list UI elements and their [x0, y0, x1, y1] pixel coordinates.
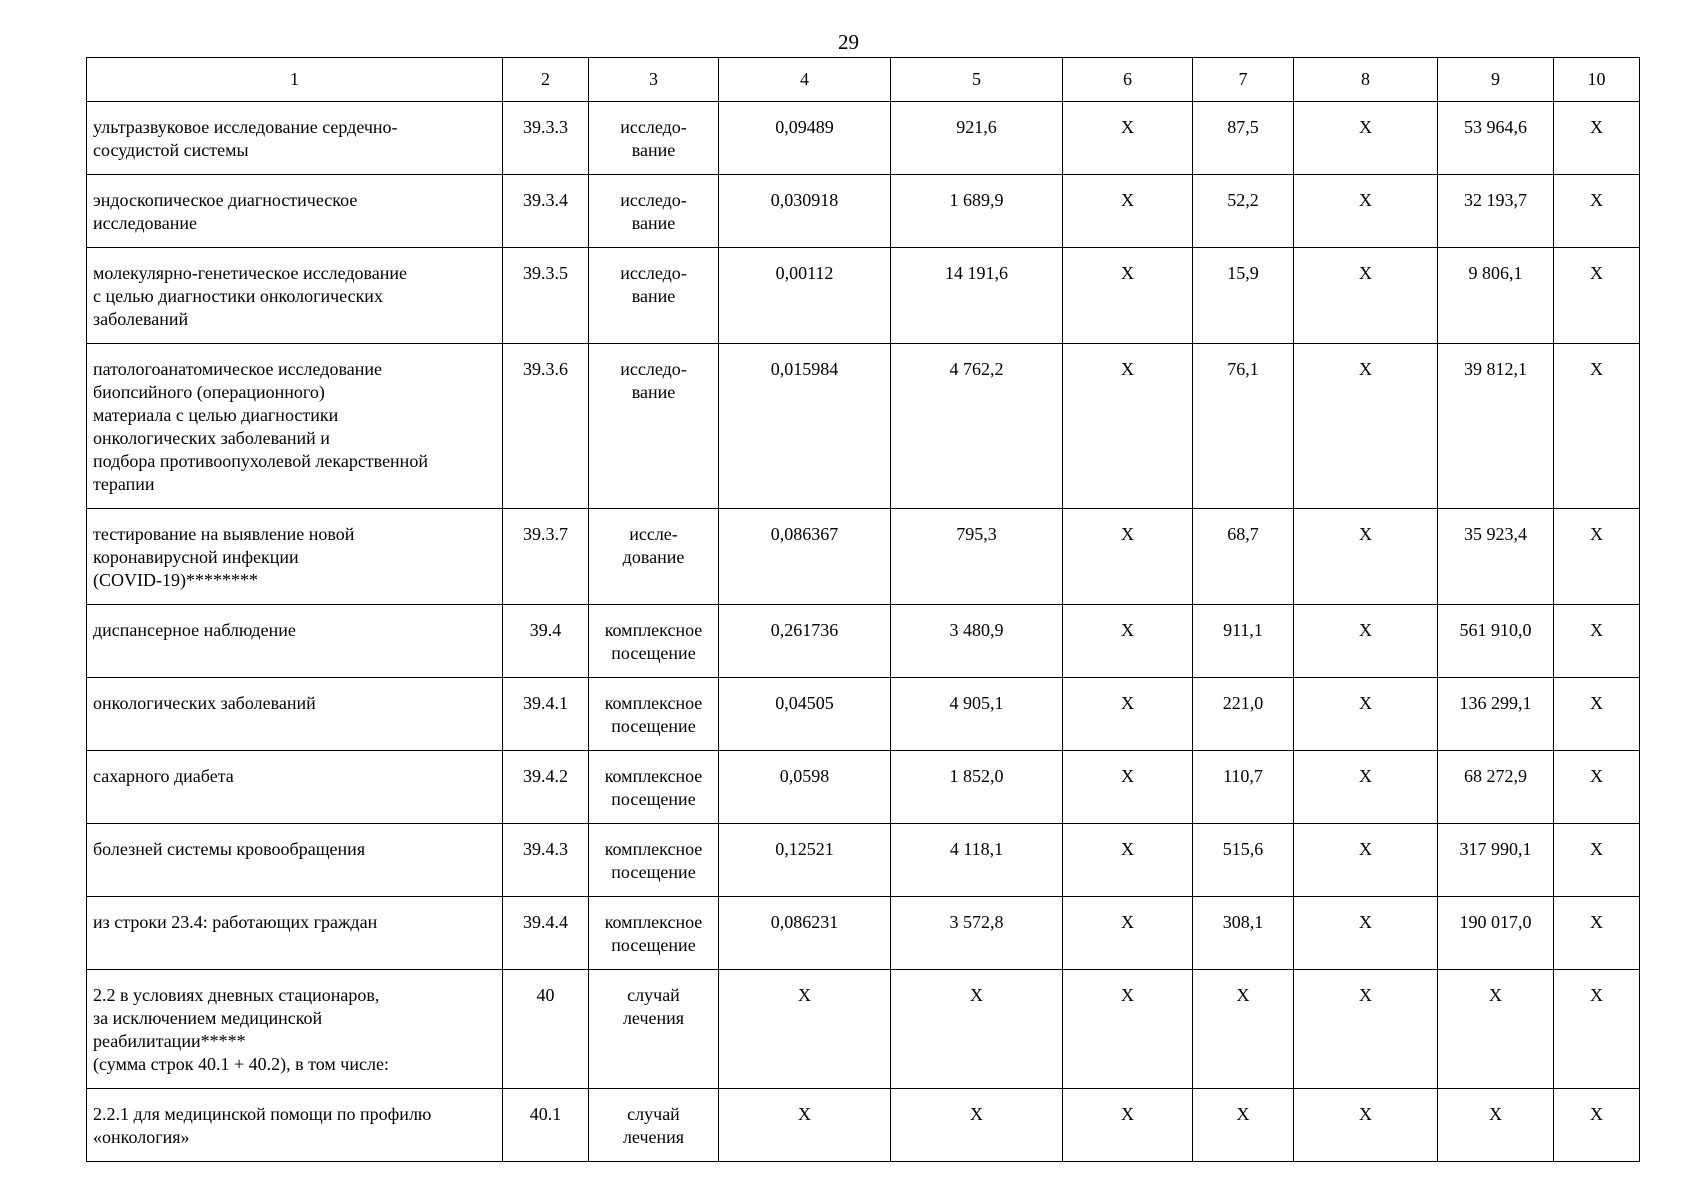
- cell-col9: 32 193,7: [1438, 175, 1554, 248]
- table-row: [87, 751, 1640, 824]
- row-code: 39.4: [503, 605, 589, 678]
- cell-col6: Х: [1063, 678, 1193, 751]
- cell-col8: Х: [1294, 102, 1438, 175]
- cell-col5: 1 852,0: [891, 751, 1063, 824]
- table-row: [87, 824, 1640, 897]
- cell-col4: 0,261736: [719, 605, 891, 678]
- cell-col7: 76,1: [1193, 344, 1294, 509]
- table-row: [87, 1089, 1640, 1162]
- cell-col10: Х: [1554, 175, 1640, 248]
- cell-col7: 68,7: [1193, 509, 1294, 605]
- cell-col9: Х: [1438, 1089, 1554, 1162]
- cell-col9: 9 806,1: [1438, 248, 1554, 344]
- cell-col9: 561 910,0: [1438, 605, 1554, 678]
- cell-col5: 3 480,9: [891, 605, 1063, 678]
- cell-col7: Х: [1193, 970, 1294, 1089]
- cell-col8: Х: [1294, 344, 1438, 509]
- table-row: [87, 102, 1640, 175]
- column-number-row: [87, 58, 1640, 102]
- cell-col6: Х: [1063, 605, 1193, 678]
- cell-col4: 0,12521: [719, 824, 891, 897]
- cell-col10: Х: [1554, 509, 1640, 605]
- row-name: диспансерное наблюдение: [87, 605, 503, 678]
- cell-col4: Х: [719, 970, 891, 1089]
- cell-col6: Х: [1063, 344, 1193, 509]
- cell-col5: 795,3: [891, 509, 1063, 605]
- cell-col6: Х: [1063, 824, 1193, 897]
- cell-col5: 4 905,1: [891, 678, 1063, 751]
- row-name: эндоскопическое диагностическое исследование: [87, 175, 503, 248]
- cell-col10: Х: [1554, 344, 1640, 509]
- row-unit: исследо- вание: [589, 175, 719, 248]
- table-row: [87, 509, 1640, 605]
- cell-col10: Х: [1554, 1089, 1640, 1162]
- cell-col5: 4 762,2: [891, 344, 1063, 509]
- row-name: патологоанатомическое исследование биопсийного (операционного) материала с целью диагностики онкологических заболеваний и подбора противоопухолевой лекарственной терапии: [87, 344, 503, 509]
- cell-col4: 0,086367: [719, 509, 891, 605]
- column-number: 5: [891, 58, 1063, 102]
- cell-col5: Х: [891, 1089, 1063, 1162]
- cell-col10: Х: [1554, 897, 1640, 970]
- cell-col9: 136 299,1: [1438, 678, 1554, 751]
- cell-col9: 35 923,4: [1438, 509, 1554, 605]
- cell-col8: Х: [1294, 509, 1438, 605]
- cell-col7: 308,1: [1193, 897, 1294, 970]
- cell-col6: Х: [1063, 102, 1193, 175]
- cell-col9: 53 964,6: [1438, 102, 1554, 175]
- table-row: [87, 678, 1640, 751]
- table-row: [87, 605, 1640, 678]
- row-unit: исследо- вание: [589, 248, 719, 344]
- column-number: 1: [87, 58, 503, 102]
- row-unit: исследо- вание: [589, 102, 719, 175]
- cell-col9: Х: [1438, 970, 1554, 1089]
- row-name: болезней системы кровообращения: [87, 824, 503, 897]
- table-row: [87, 897, 1640, 970]
- row-code: 39.3.3: [503, 102, 589, 175]
- row-name: ультразвуковое исследование сердечно- сосудистой системы: [87, 102, 503, 175]
- cell-col10: Х: [1554, 102, 1640, 175]
- cell-col5: 1 689,9: [891, 175, 1063, 248]
- cell-col10: Х: [1554, 605, 1640, 678]
- cell-col6: Х: [1063, 1089, 1193, 1162]
- cell-col8: Х: [1294, 175, 1438, 248]
- row-name: 2.2.1 для медицинской помощи по профилю «онкология»: [87, 1089, 503, 1162]
- row-name: онкологических заболеваний: [87, 678, 503, 751]
- row-code: 39.4.3: [503, 824, 589, 897]
- row-unit: комплексное посещение: [589, 824, 719, 897]
- row-unit: комплексное посещение: [589, 751, 719, 824]
- cell-col4: 0,00112: [719, 248, 891, 344]
- cell-col8: Х: [1294, 678, 1438, 751]
- cell-col4: 0,086231: [719, 897, 891, 970]
- row-code: 39.4.2: [503, 751, 589, 824]
- cell-col4: 0,015984: [719, 344, 891, 509]
- cell-col7: 515,6: [1193, 824, 1294, 897]
- cell-col8: Х: [1294, 751, 1438, 824]
- cell-col10: Х: [1554, 970, 1640, 1089]
- row-code: 40.1: [503, 1089, 589, 1162]
- cell-col9: 39 812,1: [1438, 344, 1554, 509]
- column-number: 10: [1554, 58, 1640, 102]
- table-row: [87, 248, 1640, 344]
- cell-col6: Х: [1063, 509, 1193, 605]
- column-number: 2: [503, 58, 589, 102]
- cell-col8: Х: [1294, 605, 1438, 678]
- column-number: 6: [1063, 58, 1193, 102]
- cell-col10: Х: [1554, 824, 1640, 897]
- cell-col4: 0,04505: [719, 678, 891, 751]
- row-name: из строки 23.4: работающих граждан: [87, 897, 503, 970]
- row-code: 39.4.1: [503, 678, 589, 751]
- cell-col5: 921,6: [891, 102, 1063, 175]
- row-unit: комплексное посещение: [589, 678, 719, 751]
- cell-col4: Х: [719, 1089, 891, 1162]
- cell-col5: 4 118,1: [891, 824, 1063, 897]
- cell-col6: Х: [1063, 751, 1193, 824]
- table-row: [87, 344, 1640, 509]
- cell-col7: 52,2: [1193, 175, 1294, 248]
- cell-col6: Х: [1063, 248, 1193, 344]
- row-code: 39.3.7: [503, 509, 589, 605]
- data-table: [86, 57, 1640, 1162]
- row-unit: случай лечения: [589, 970, 719, 1089]
- row-unit: комплексное посещение: [589, 897, 719, 970]
- column-number: 8: [1294, 58, 1438, 102]
- page-number: 29: [838, 30, 859, 54]
- column-number: 4: [719, 58, 891, 102]
- cell-col9: 190 017,0: [1438, 897, 1554, 970]
- cell-col7: 221,0: [1193, 678, 1294, 751]
- cell-col6: Х: [1063, 175, 1193, 248]
- table-row: [87, 175, 1640, 248]
- cell-col8: Х: [1294, 1089, 1438, 1162]
- row-name: молекулярно-генетическое исследование с целью диагностики онкологических заболеваний: [87, 248, 503, 344]
- cell-col8: Х: [1294, 824, 1438, 897]
- row-code: 39.3.6: [503, 344, 589, 509]
- row-code: 39.3.4: [503, 175, 589, 248]
- column-number: 9: [1438, 58, 1554, 102]
- cell-col10: Х: [1554, 248, 1640, 344]
- cell-col5: 3 572,8: [891, 897, 1063, 970]
- row-unit: комплексное посещение: [589, 605, 719, 678]
- row-code: 39.4.4: [503, 897, 589, 970]
- cell-col10: Х: [1554, 751, 1640, 824]
- cell-col9: 68 272,9: [1438, 751, 1554, 824]
- cell-col10: Х: [1554, 678, 1640, 751]
- row-unit: случай лечения: [589, 1089, 719, 1162]
- cell-col4: 0,0598: [719, 751, 891, 824]
- cell-col5: 14 191,6: [891, 248, 1063, 344]
- cell-col7: Х: [1193, 1089, 1294, 1162]
- cell-col4: 0,09489: [719, 102, 891, 175]
- row-code: 39.3.5: [503, 248, 589, 344]
- cell-col5: Х: [891, 970, 1063, 1089]
- cell-col6: Х: [1063, 970, 1193, 1089]
- row-name: сахарного диабета: [87, 751, 503, 824]
- table-row: [87, 970, 1640, 1089]
- cell-col7: 110,7: [1193, 751, 1294, 824]
- column-number: 7: [1193, 58, 1294, 102]
- row-unit: иссле- дование: [589, 509, 719, 605]
- cell-col8: Х: [1294, 248, 1438, 344]
- cell-col8: Х: [1294, 897, 1438, 970]
- cell-col9: 317 990,1: [1438, 824, 1554, 897]
- row-unit: исследо- вание: [589, 344, 719, 509]
- row-name: 2.2 в условиях дневных стационаров, за исключением медицинской реабилитации***** (сумма строк 40.1 + 40.2), в том числе:: [87, 970, 503, 1089]
- row-code: 40: [503, 970, 589, 1089]
- cell-col7: 911,1: [1193, 605, 1294, 678]
- cell-col7: 15,9: [1193, 248, 1294, 344]
- cell-col4: 0,030918: [719, 175, 891, 248]
- column-number: 3: [589, 58, 719, 102]
- cell-col7: 87,5: [1193, 102, 1294, 175]
- cell-col6: Х: [1063, 897, 1193, 970]
- row-name: тестирование на выявление новой коронавирусной инфекции (COVID-19)********: [87, 509, 503, 605]
- cell-col8: Х: [1294, 970, 1438, 1089]
